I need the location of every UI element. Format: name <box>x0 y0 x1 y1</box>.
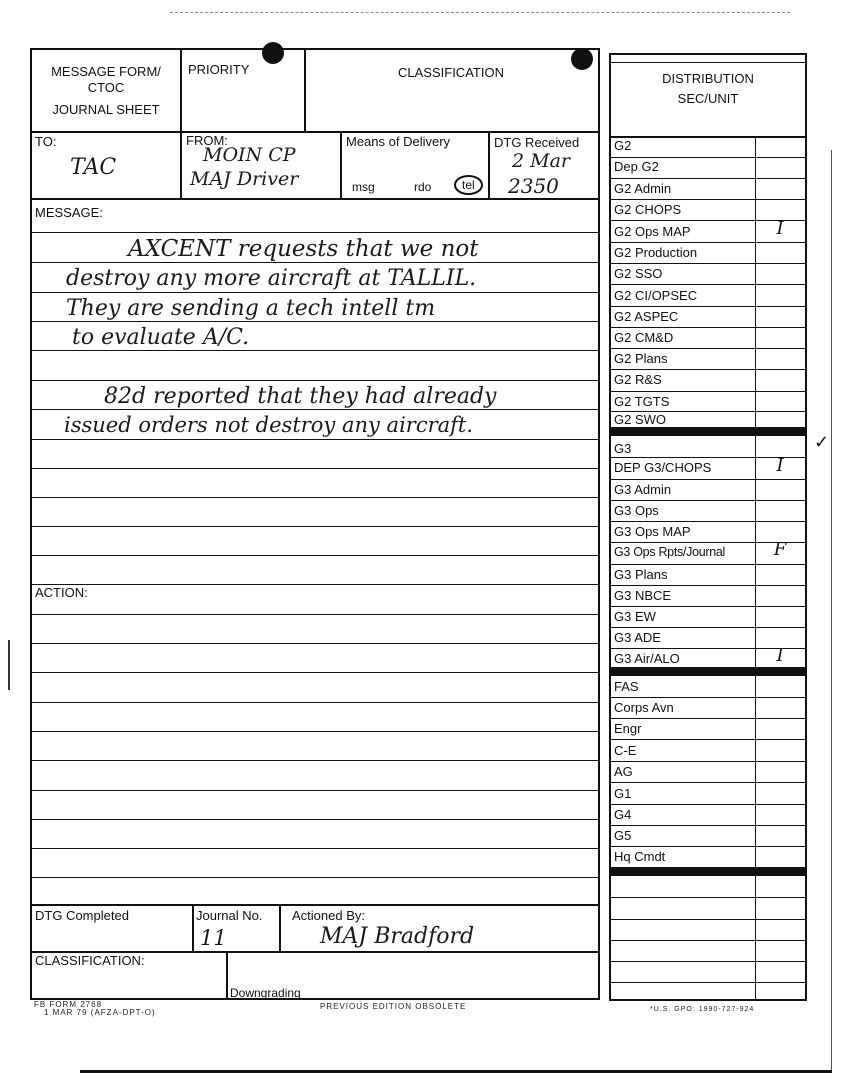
message-label: MESSAGE: <box>35 205 103 220</box>
dist-row-label: AG <box>614 764 633 779</box>
actioned-by-value: MAJ Bradford <box>320 924 475 949</box>
dist-row-label: G3 Ops MAP <box>614 524 691 539</box>
dist-row-label: G2 CHOPS <box>614 202 682 217</box>
gpo-note: *U.S. GPO: 1990-727-924 <box>650 1006 755 1013</box>
dist-row-label: G2 TGTS <box>614 394 670 409</box>
form-number-line-2: 1 MAR 79 (AFZA-DPT-O) <box>44 1008 156 1017</box>
check-mark-icon: ✓ <box>814 432 830 453</box>
footer-classification-label: CLASSIFICATION: <box>35 953 145 968</box>
dist-row-label: G2 R&S <box>614 372 662 387</box>
dist-row-label: Corps Avn <box>614 700 674 715</box>
action-label: ACTION: <box>35 585 88 600</box>
dist-row-label: Engr <box>614 721 642 736</box>
dist-row-label: G2 Admin <box>614 181 672 196</box>
dist-row-label: G2 <box>614 138 632 153</box>
form-number-line-1: FB FORM 2768 <box>34 1000 103 1009</box>
dist-row-label: G3 Ops Rpts/Journal <box>614 545 726 559</box>
dist-row-label: G2 CM&D <box>614 330 674 345</box>
dist-row-label: G4 <box>614 807 632 822</box>
dist-row-label: G3 Air/ALO <box>614 651 680 666</box>
from-label: FROM: <box>186 133 228 148</box>
actioned-by-label: Actioned By: <box>292 908 365 923</box>
dist-row-label: FAS <box>614 679 639 694</box>
dist-row-label: C-E <box>614 743 637 758</box>
message-line-6: 82d reported that they had already <box>104 384 497 409</box>
dist-row-label: G2 Plans <box>614 351 668 366</box>
dist-row-label: G3 Admin <box>614 482 672 497</box>
dist-row-label: Dep G2 <box>614 159 659 174</box>
distribution-title <box>611 69 805 109</box>
message-line-7: issued orders not destroy any aircraft. <box>64 413 474 437</box>
dist-row-label: G2 Ops MAP <box>614 224 691 239</box>
delivery-rdo: rdo <box>414 180 432 194</box>
message-line-2: destroy any more aircraft at TALLIL. <box>66 266 477 291</box>
delivery-label: Means of Delivery <box>346 134 451 149</box>
message-line-3: They are sending a tech intell tm <box>66 296 436 321</box>
dist-mark-g3-air-alo: I <box>776 645 784 666</box>
scan-edge-bottom <box>80 1070 832 1073</box>
dist-row-label: G3 EW <box>614 609 656 624</box>
delivery-msg: msg <box>352 180 375 194</box>
dtg-completed-label: DTG Completed <box>35 908 129 923</box>
dtg-received-time: 2350 <box>508 174 559 198</box>
scan-edge-left <box>8 640 10 690</box>
distribution-title-line-2: SEC/UNIT <box>677 91 739 106</box>
dist-row-label: G3 <box>614 441 632 456</box>
dist-row-label: G1 <box>614 786 632 801</box>
dist-row-label: G2 ASPEC <box>614 309 679 324</box>
distribution-title-line-1: DISTRIBUTION <box>662 71 754 86</box>
priority-label: PRIORITY <box>188 62 250 77</box>
dist-mark-dep-g3-chops: I <box>776 455 784 476</box>
dist-row-label: G3 Ops <box>614 503 659 518</box>
form-title-line-3: JOURNAL SHEET <box>52 102 160 117</box>
dist-row-label: G5 <box>614 828 632 843</box>
message-line-4: to evaluate A/C. <box>72 325 250 350</box>
dist-row-label: G2 SWO <box>614 412 667 427</box>
dist-row-label: Hq Cmdt <box>614 849 666 864</box>
scan-edge-right <box>831 150 832 1070</box>
from-value-line-2: MAJ Driver <box>190 168 299 190</box>
to-value: TAC <box>70 155 117 180</box>
dist-mark-g2-ops-map: I <box>776 218 784 239</box>
form-title-line-1: MESSAGE FORM/ <box>51 64 161 79</box>
journal-no-value: 11 <box>200 926 227 950</box>
dtg-received-label: DTG Received <box>494 135 580 150</box>
dtg-received-date: 2 Mar <box>512 150 570 172</box>
edition-note: PREVIOUS EDITION OBSOLETE <box>320 1002 467 1011</box>
dist-row-label: G3 NBCE <box>614 588 672 603</box>
message-line-1: AXCENT requests that we not <box>128 236 479 262</box>
dist-mark-g3-ops-rpts-journal: F <box>773 539 787 560</box>
form-title-line-2: CTOC <box>87 80 125 95</box>
dist-row-label: G2 SSO <box>614 266 663 281</box>
from-value-line-1: MOIN CP <box>203 144 296 166</box>
scan-artifact-top <box>170 12 790 15</box>
form-title <box>32 62 180 120</box>
delivery-tel-circled: tel <box>454 175 483 195</box>
dist-row-label: DEP G3/CHOPS <box>614 460 712 475</box>
dist-row-label: G2 CI/OPSEC <box>614 288 698 303</box>
dist-row-label: G2 Production <box>614 245 698 260</box>
dist-row-label: G3 ADE <box>614 630 661 645</box>
dist-row-label: G3 Plans <box>614 567 668 582</box>
classification-header-label: CLASSIFICATION <box>398 65 504 80</box>
journal-no-label: Journal No. <box>196 908 263 923</box>
to-label: TO: <box>35 134 57 149</box>
downgrading-label: Downgrading <box>230 986 301 1000</box>
